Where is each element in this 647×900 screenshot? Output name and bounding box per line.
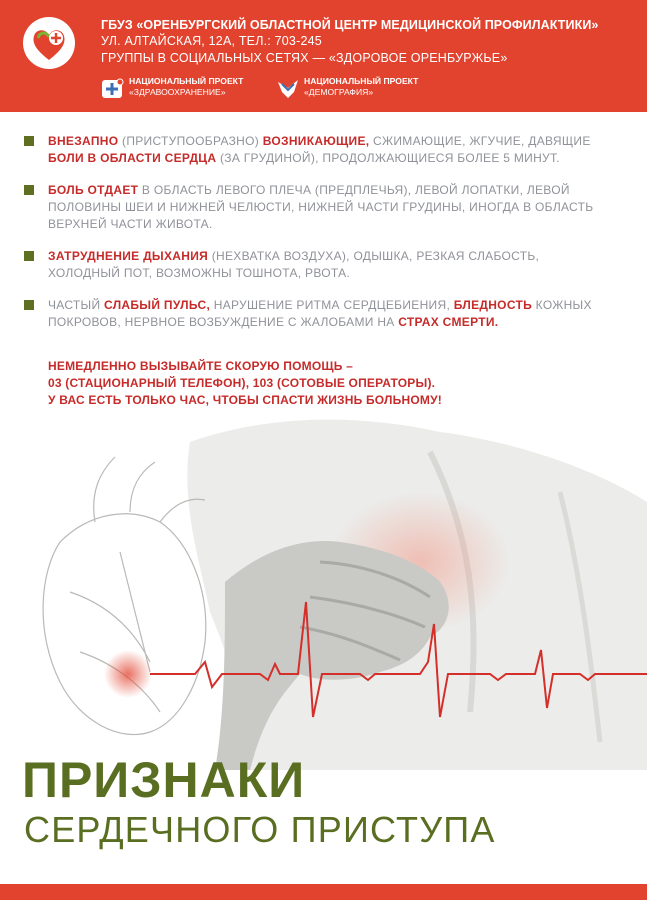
heart-pain-spot — [104, 650, 152, 698]
project-title: НАЦИОНАЛЬНЫЙ ПРОЕКТ — [304, 76, 419, 86]
symptoms-list — [24, 133, 614, 346]
organization-address: УЛ. АЛТАЙСКАЯ, 12А, ТЕЛ.: 703-245 — [101, 34, 322, 48]
heart-cross-logo-icon — [22, 16, 76, 70]
square-bullet-icon — [24, 185, 34, 195]
square-bullet-icon — [24, 136, 34, 146]
project-name: «ДЕМОГРАФИЯ» — [304, 87, 374, 97]
project-name: «ЗДРАВООХРАНЕНИЕ» — [129, 87, 226, 97]
symptom-item: ВНЕЗАПНО (ПРИСТУПООБРАЗНО) ВОЗНИКАЮЩИЕ, СЖИМАЮЩИЕ, ЖГУЧИЕ, ДАВЯЩИЕ БОЛИ В ОБЛАСТИ СЕРДЦА (ЗА ГРУДИНОЙ), ПРОДОЛЖАЮЩИЕСЯ БОЛЕЕ 5 МИНУТ. — [24, 133, 614, 167]
warning-line: У ВАС ЕСТЬ ТОЛЬКО ЧАС, ЧТОБЫ СПАСТИ ЖИЗНЬ БОЛЬНОМУ! — [48, 393, 442, 407]
project-title: НАЦИОНАЛЬНЫЙ ПРОЕКТ — [129, 76, 244, 86]
organization-name: ГБУЗ «ОРЕНБУРГСКИЙ ОБЛАСТНОЙ ЦЕНТР МЕДИЦИНСКОЙ ПРОФИЛАКТИКИ» — [101, 18, 599, 32]
demography-project-icon — [276, 78, 300, 100]
social-groups: ГРУППЫ В СОЦИАЛЬНЫХ СЕТЯХ — «ЗДОРОВОЕ ОРЕНБУРЖЬЕ» — [101, 51, 508, 65]
warning-line: 03 (СТАЦИОНАРНЫЙ ТЕЛЕФОН), 103 (СОТОВЫЕ ОПЕРАТОРЫ). — [48, 376, 436, 390]
symptom-item: ЗАТРУДНЕНИЕ ДЫХАНИЯ (НЕХВАТКА ВОЗДУХА), ОДЫШКА, РЕЗКАЯ СЛАБОСТЬ, ХОЛОДНЫЙ ПОТ, ВОЗМОЖНЫ ТОШНОТА, РВОТА. — [24, 248, 614, 282]
header-banner — [0, 0, 647, 112]
heart-attack-illustration — [0, 412, 647, 770]
symptom-item: ЧАСТЫЙ СЛАБЫЙ ПУЛЬС, НАРУШЕНИЕ РИТМА СЕРДЦЕБИЕНИЯ, БЛЕДНОСТЬ КОЖНЫХ ПОКРОВОВ, НЕРВНОЕ ВОЗБУЖДЕНИЕ С ЖАЛОБАМИ НА СТРАХ СМЕРТИ. — [24, 297, 614, 331]
healthcare-project-icon — [101, 78, 125, 100]
bottom-bar — [0, 884, 647, 900]
emergency-warning — [48, 358, 608, 409]
warning-line: НЕМЕДЛЕННО ВЫЗЫВАЙТЕ СКОРУЮ ПОМОЩЬ – — [48, 359, 354, 373]
symptom-item: БОЛЬ ОТДАЕТ В ОБЛАСТЬ ЛЕВОГО ПЛЕЧА (ПРЕДПЛЕЧЬЯ), ЛЕВОЙ ЛОПАТКИ, ЛЕВОЙ ПОЛОВИНЫ ШЕИ И НИЖНЕЙ ЧЕЛЮСТИ, НИЖНЕЙ ЧАСТИ ГРУДИНЫ, ИНОГДА В ОБЛАСТЬ ВЕРХНЕЙ ЧАСТИ ЖИВОТА. — [24, 182, 614, 233]
poster-subtitle: СЕРДЕЧНОГО ПРИСТУПА — [24, 809, 496, 850]
national-projects — [101, 75, 641, 105]
organization-info — [101, 17, 637, 67]
square-bullet-icon — [24, 251, 34, 261]
poster-title: ПРИЗНАКИ — [22, 752, 306, 808]
square-bullet-icon — [24, 300, 34, 310]
